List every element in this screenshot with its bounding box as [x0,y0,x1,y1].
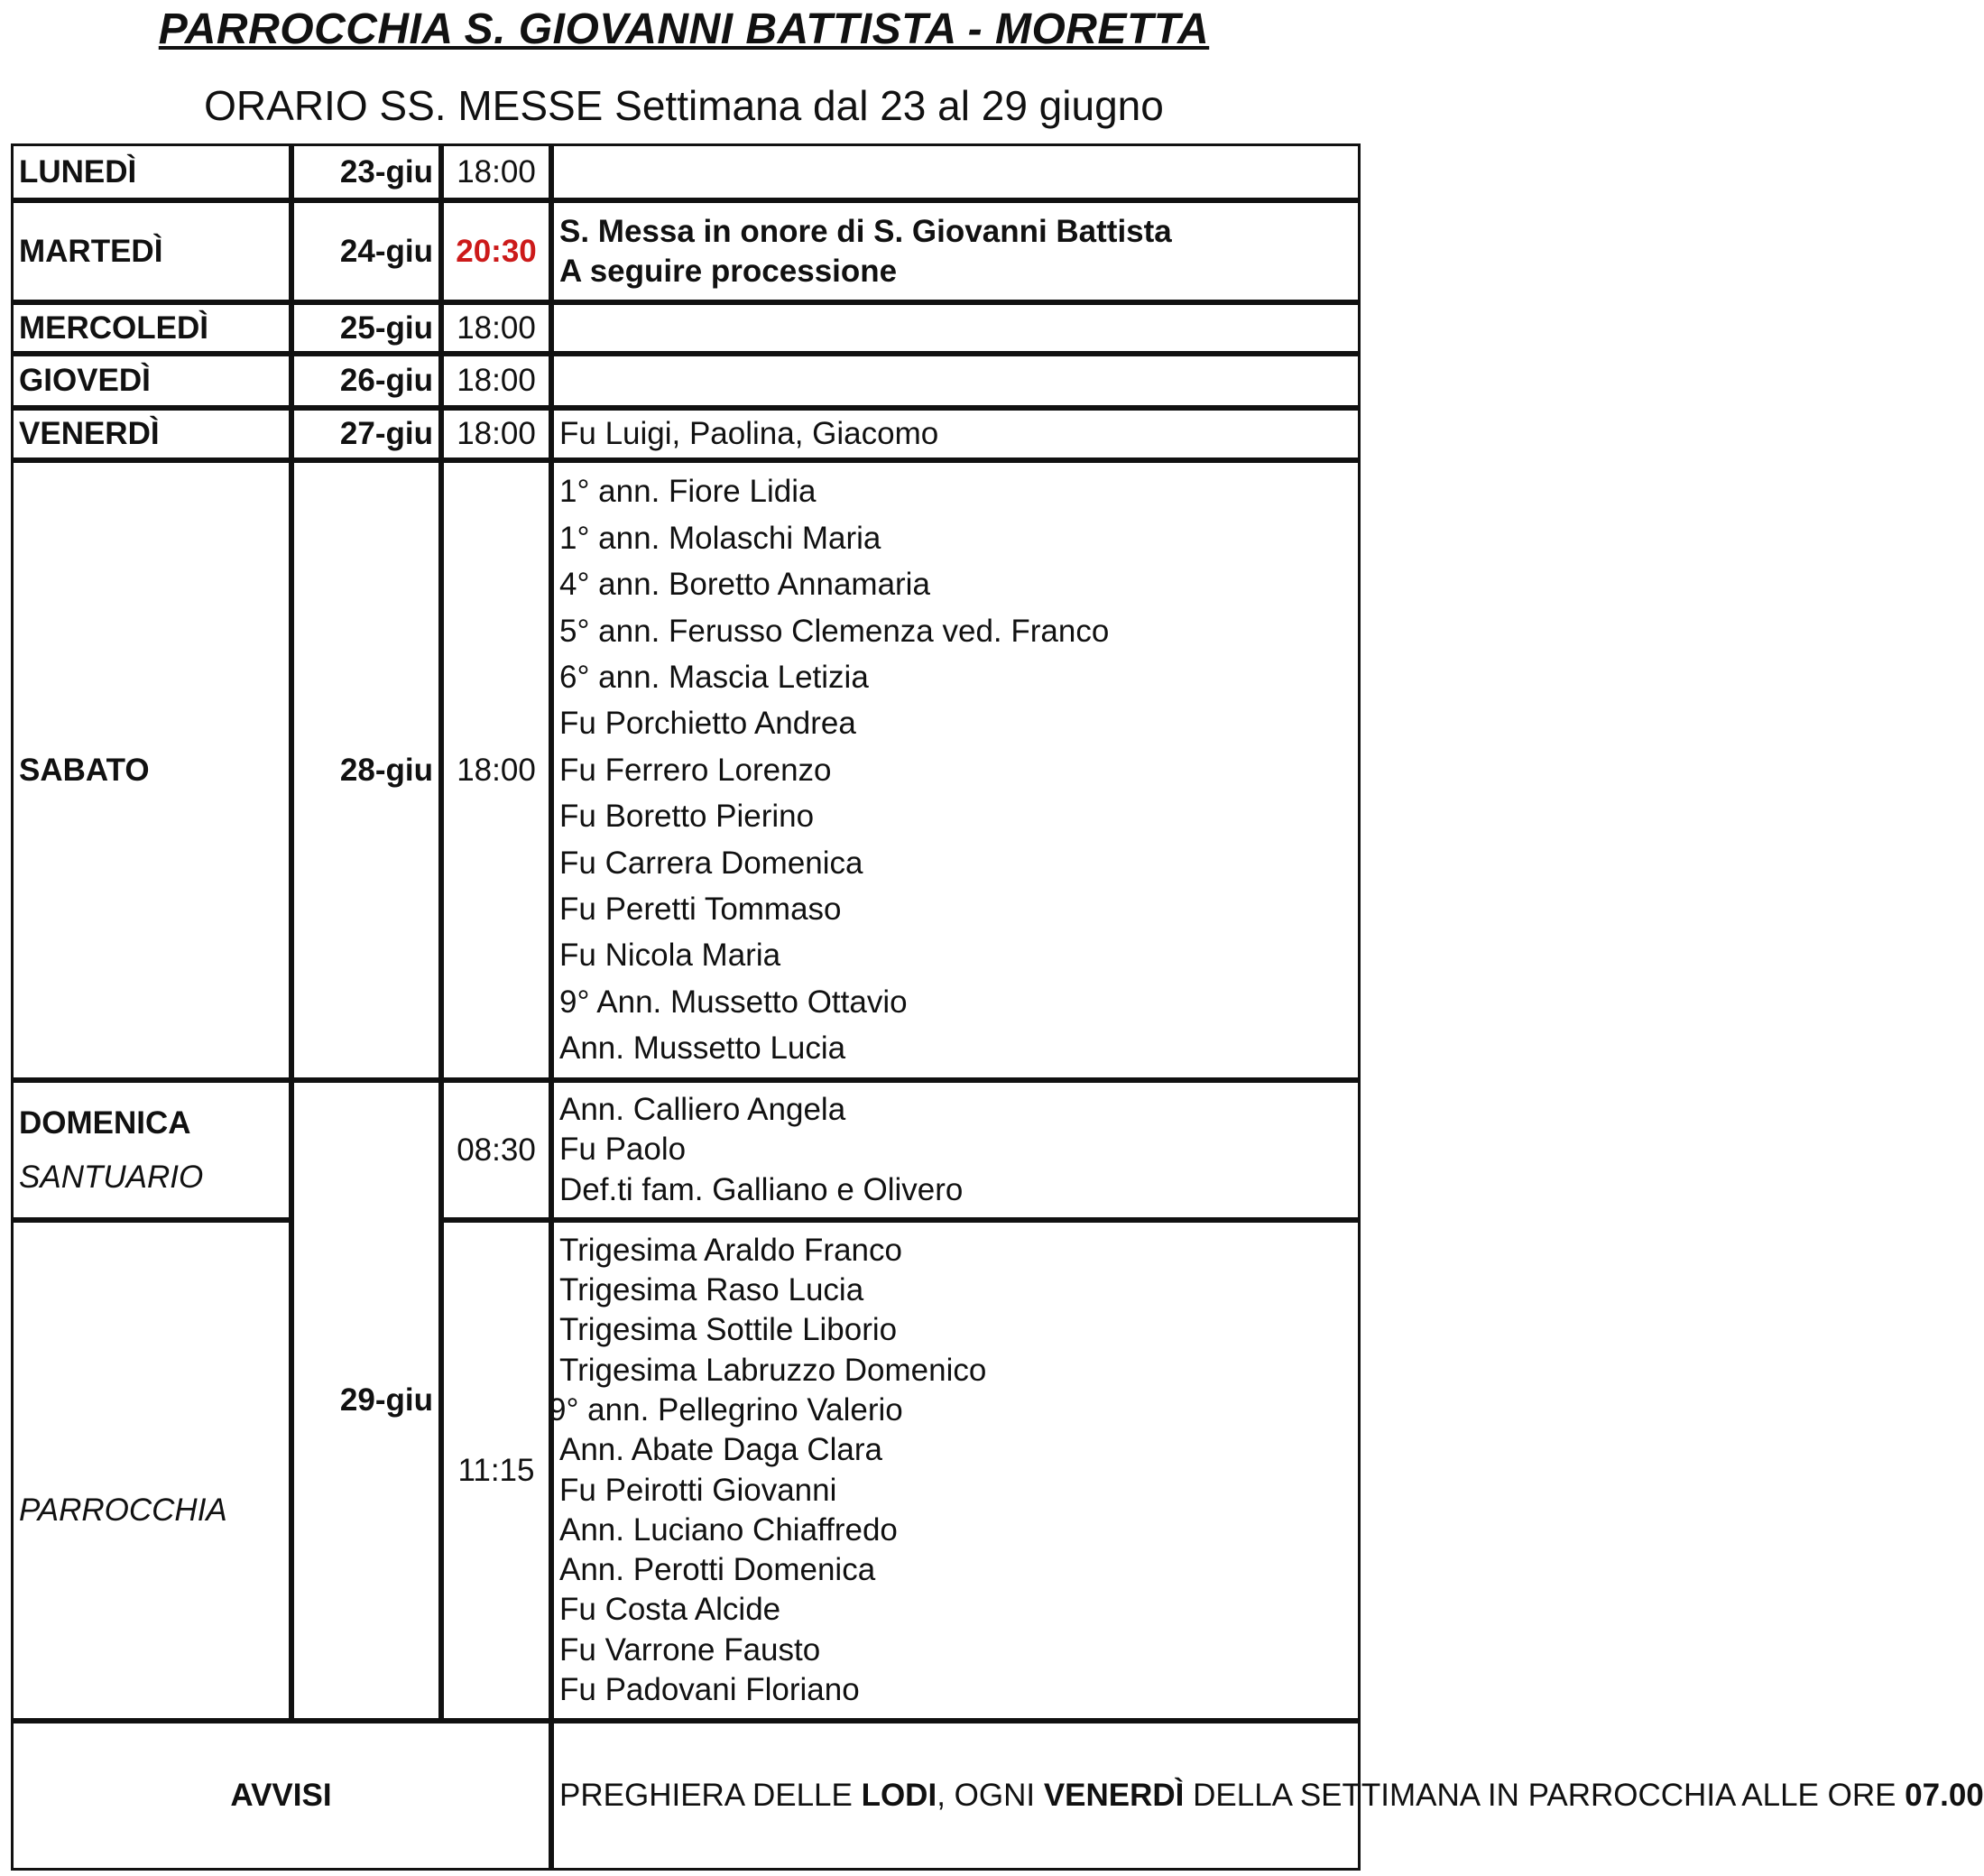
note-line: S. Messa in onore di S. Giovanni Battista [559,213,1172,249]
note-line: Fu Nicola Maria [559,938,781,974]
table-row [11,200,1361,302]
note-line: Ann. Abate Daga Clara [559,1432,883,1468]
table-row [11,460,1361,1080]
time-cell: 18:00 [441,460,551,1080]
date-cell: 25-giu [291,302,441,354]
mass-schedule-table [11,143,1984,1871]
date-cell: 23-giu [291,143,441,200]
notes-cell [551,1080,1361,1220]
note-line: Ann. Mussetto Lucia [559,1030,846,1067]
note-line: 9° Ann. Mussetto Ottavio [559,984,908,1020]
avvisi-text-bold: LODI [861,1778,937,1813]
note-line: 5° ann. Ferusso Clemenza ved. Franco [559,613,1110,649]
table-row [11,354,1361,408]
notes-cell [551,302,1361,354]
note-line: Trigesima Araldo Franco [559,1232,902,1268]
note-line: A seguire processione [559,253,898,289]
day-cell: MERCOLEDÌ [11,302,291,354]
avvisi-text-part: PREGHIERA DELLE [559,1778,862,1813]
time-cell: 08:30 [441,1080,551,1220]
note-line: Fu Boretto Pierino [559,799,815,835]
santuario-place-label: SANTUARIO [19,1159,204,1195]
note-line: 9° ann. Pellegrino Valerio [549,1391,903,1428]
date-cell: 28-giu [291,460,441,1080]
day-cell: LUNEDÌ [11,143,291,200]
notes-cell [551,408,1361,460]
avvisi-text-bold: 07.00 [1905,1778,1984,1813]
notes-cell [551,143,1361,200]
date-cell: 26-giu [291,354,441,408]
date-cell: 24-giu [291,200,441,302]
avvisi-label: AVVISI [11,1721,551,1871]
day-cell: GIOVEDÌ [11,354,291,408]
note-line: Trigesima Raso Lucia [559,1272,864,1308]
notes-cell [551,1220,1361,1721]
date-cell: 27-giu [291,408,441,460]
note-line: 6° ann. Mascia Letizia [559,659,869,695]
day-cell [11,1220,291,1721]
note-line: Ann. Perotti Domenica [559,1552,876,1588]
note-line: Fu Varrone Fausto [559,1631,821,1668]
note-line: 1° ann. Molaschi Maria [559,520,881,556]
note-line: 4° ann. Boretto Annamaria [559,567,930,603]
avvisi-text [551,1721,1984,1871]
table-row [11,408,1361,460]
note-line: Fu Padovani Floriano [559,1671,860,1707]
page-subtitle: ORARIO SS. MESSE Settimana dal 23 al 29 giugno [204,82,1164,129]
date-cell: 29-giu [291,1080,441,1721]
note-line: Trigesima Sottile Liborio [559,1312,898,1348]
day-cell: MARTEDÌ [11,200,291,302]
note-line: Fu Ferrero Lorenzo [559,752,832,788]
notes-cell [551,200,1361,302]
page-title: PARROCCHIA S. GIOVANNI BATTISTA - MORETTA [158,5,1210,53]
avvisi-text-part: DELLA SETTIMANA IN PARROCCHIA ALLE ORE [1184,1778,1906,1813]
time-cell: 18:00 [441,408,551,460]
table-row [11,1721,1361,1871]
note-line: Fu Paolo [559,1132,687,1168]
time-cell: 18:00 [441,354,551,408]
table-row [11,302,1361,354]
note-line: Trigesima Labruzzo Domenico [559,1352,987,1388]
note-line: Fu Carrera Domenica [559,845,863,881]
time-cell: 11:15 [441,1220,551,1721]
time-cell: 18:00 [441,143,551,200]
note-line: 1° ann. Fiore Lidia [559,474,817,510]
note-line: Fu Porchietto Andrea [559,706,856,742]
time-cell: 20:30 [441,200,551,302]
note-line: Def.ti fam. Galliano e Olivero [559,1171,964,1207]
note-line: Fu Costa Alcide [559,1592,781,1628]
note-line: Fu Peretti Tommaso [559,892,842,928]
day-cell: VENERDÌ [11,408,291,460]
sunday-day-label: DOMENICA [19,1104,191,1141]
notes-cell [551,460,1361,1080]
note-line: Ann. Luciano Chiaffredo [559,1511,898,1548]
day-cell: SABATO [11,460,291,1080]
notes-cell [551,354,1361,408]
day-cell [11,1080,291,1220]
time-cell: 18:00 [441,302,551,354]
avvisi-text-bold: VENERDÌ [1043,1778,1185,1813]
note-line: Fu Luigi, Paolina, Giacomo [559,416,939,451]
table-row [11,143,1361,200]
note-line: Ann. Calliero Angela [559,1091,846,1127]
table-row [11,1080,1361,1220]
avvisi-text-part: , OGNI [937,1778,1044,1813]
parrocchia-place-label: PARROCCHIA [19,1492,227,1528]
table-row [11,1220,1361,1721]
note-line: Fu Peirotti Giovanni [559,1472,837,1508]
